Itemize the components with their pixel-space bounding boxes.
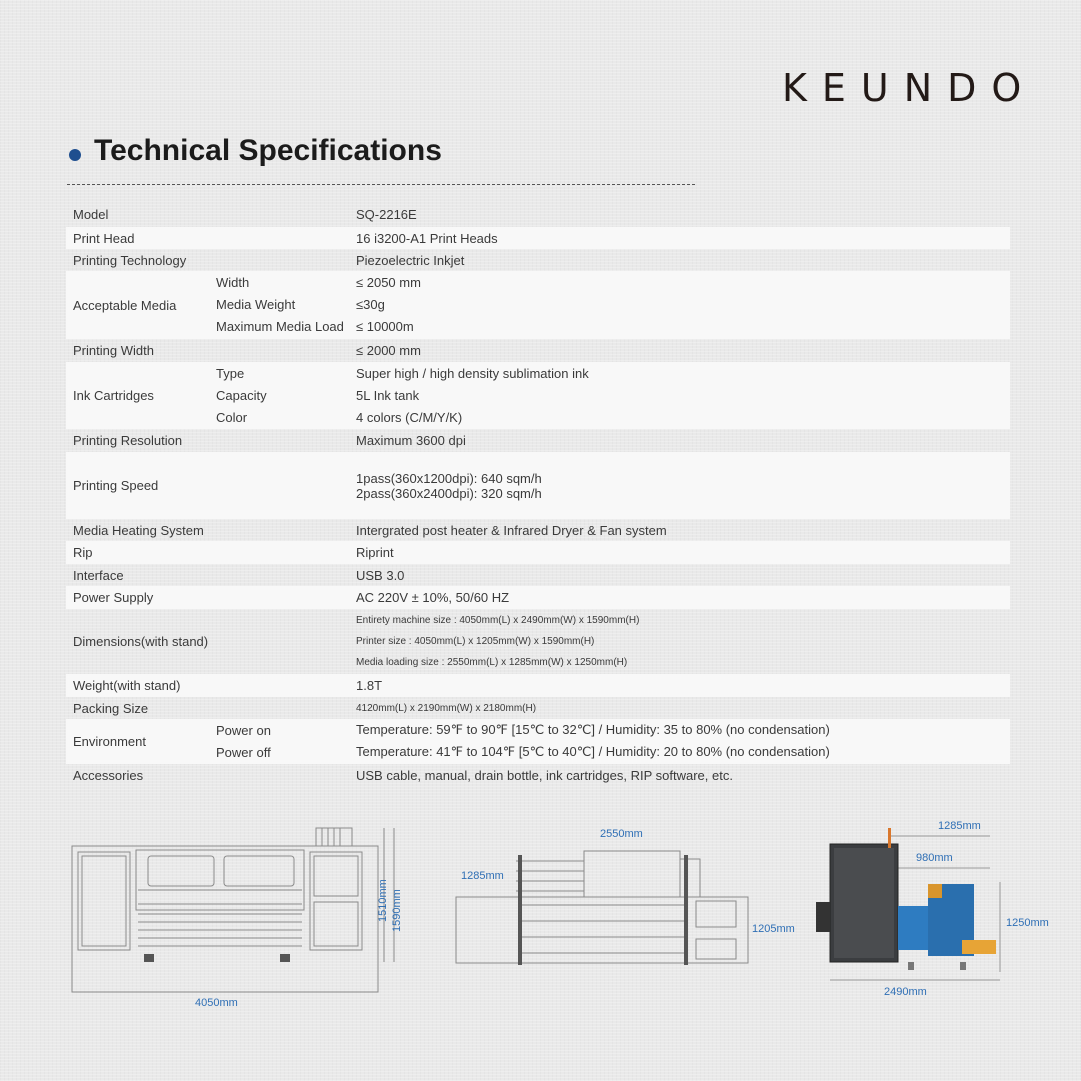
spec-value: Temperature: 59℉ to 90℉ [15℃ to 32℃] / Humidity: 35 to 80% (no condensation) [356,722,830,737]
spec-value: Media loading size : 2550mm(L) x 1285mm(W) x 1250mm(H) [356,657,628,668]
spec-value: 4120mm(L) x 2190mm(W) x 2180mm(H) [356,702,537,714]
spec-row-accessories [66,764,1010,787]
spec-sub-label: Type [216,365,245,381]
spec-value: Entirety machine size : 4050mm(L) x 2490mm(W) x 1590mm(H) [356,615,640,626]
spec-value: 1pass(360x1200dpi): 640 sqm/h [356,470,542,486]
spec-row-power-supply [66,586,1010,609]
spec-label: Weight(with stand) [73,678,181,693]
spec-row-model [66,202,1010,227]
spec-row-printing-resolution [66,429,1010,452]
spec-sub-label: Width [216,274,250,290]
spec-label: Acceptable Media [73,297,177,313]
side-width-label: 2490mm [884,986,927,998]
spec-sub-label: Color [216,409,248,425]
spec-value: SQ-2216E [356,207,417,222]
spec-row-printing-width [66,339,1010,362]
spec-value: ≤30g [356,296,385,312]
spec-label: Interface [73,567,124,583]
spec-value: Maximum 3600 dpi [356,433,466,448]
spec-label: Packing Size [73,700,149,716]
spec-sub-values [356,362,589,429]
page-title: Technical Specifications [94,134,442,167]
spec-label: Printing Speed [73,478,159,493]
spec-row-printing-speed [66,452,1010,519]
spec-sub-values [356,271,421,339]
top-length-label: 2550mm [600,828,643,840]
side-mid-label: 980mm [916,852,953,864]
spec-value: ≤ 10000m [356,318,414,334]
front-height-1-label: 1510mm [377,879,389,922]
spec-row-packing-size [66,697,1010,719]
spec-sub-label: Power on [216,722,271,738]
side-height-label: 1250mm [1006,917,1049,929]
spec-label: Media Heating System [73,522,204,538]
spec-row-ink-cartridges [66,362,1010,429]
spec-label: Environment [73,734,146,749]
spec-label: Accessories [73,768,144,783]
spec-value: ≤ 2000 mm [356,343,421,358]
spec-row-rip [66,541,1010,564]
spec-label: Dimensions(with stand) [73,634,209,649]
top-view-drawing [452,845,752,970]
front-width-label: 4050mm [195,997,238,1009]
spec-row-weight [66,674,1010,697]
spec-value: Printer size : 4050mm(L) x 1205mm(W) x 1590mm(H) [356,636,595,647]
spec-sub-label: Maximum Media Load [216,318,344,334]
top-right-label: 1205mm [752,923,795,935]
spec-row-acceptable-media [66,271,1010,339]
spec-label: Rip [73,545,93,560]
spec-label: Printing Technology [73,252,187,268]
spec-row-printing-technology [66,249,1010,271]
spec-row-media-heating [66,519,1010,541]
title-divider [67,184,695,185]
spec-value: Intergrated post heater & Infrared Dryer & Fan system [356,522,667,538]
spec-sub-labels [216,719,271,764]
brand-logo: KEUNDO [782,66,1037,110]
spec-value: 2pass(360x2400dpi): 320 sqm/h [356,485,542,501]
spec-sub-labels [216,271,344,339]
spec-label: Model [73,207,109,222]
top-depth-label: 1285mm [461,870,504,882]
spec-sub-labels [216,362,267,429]
spec-value: Piezoelectric Inkjet [356,252,465,268]
spec-value: 5L Ink tank [356,387,420,403]
spec-value: Temperature: 41℉ to 104℉ [5℃ to 40℃] / Humidity: 20 to 80% (no condensation) [356,744,830,759]
spec-table [66,202,1010,787]
spec-sub-label: Capacity [216,387,267,403]
side-view-drawing [810,822,1010,982]
spec-value: Super high / high density sublimation ink [356,365,589,381]
spec-value: AC 220V ± 10%, 50/60 HZ [356,590,510,605]
spec-label: Printing Resolution [73,433,183,448]
spec-sub-values [356,719,830,764]
spec-sub-label: Power off [216,744,271,760]
title-bullet [69,149,81,161]
spec-row-print-head [66,227,1010,249]
spec-label: Printing Width [73,343,154,358]
spec-value: 4 colors (C/M/Y/K) [356,409,463,425]
spec-value: USB cable, manual, drain bottle, ink cartridges, RIP software, etc. [356,768,733,783]
spec-value: ≤ 2050 mm [356,274,421,290]
spec-value: USB 3.0 [356,567,405,583]
spec-label: Ink Cartridges [73,388,154,403]
spec-values [356,609,639,674]
spec-row-interface [66,564,1010,586]
front-height-2-label: 1590mm [391,889,403,932]
spec-values [356,452,542,519]
spec-value: 1.8T [356,678,383,693]
spec-value: 16 i3200-A1 Print Heads [356,230,498,246]
spec-value: Riprint [356,545,394,560]
spec-label: Power Supply [73,590,154,605]
spec-label: Print Head [73,230,135,246]
spec-sub-label: Media Weight [216,296,296,312]
spec-row-environment [66,719,1010,764]
front-view-drawing [66,822,416,1002]
spec-row-dimensions [66,609,1010,674]
side-top-label: 1285mm [938,820,981,832]
